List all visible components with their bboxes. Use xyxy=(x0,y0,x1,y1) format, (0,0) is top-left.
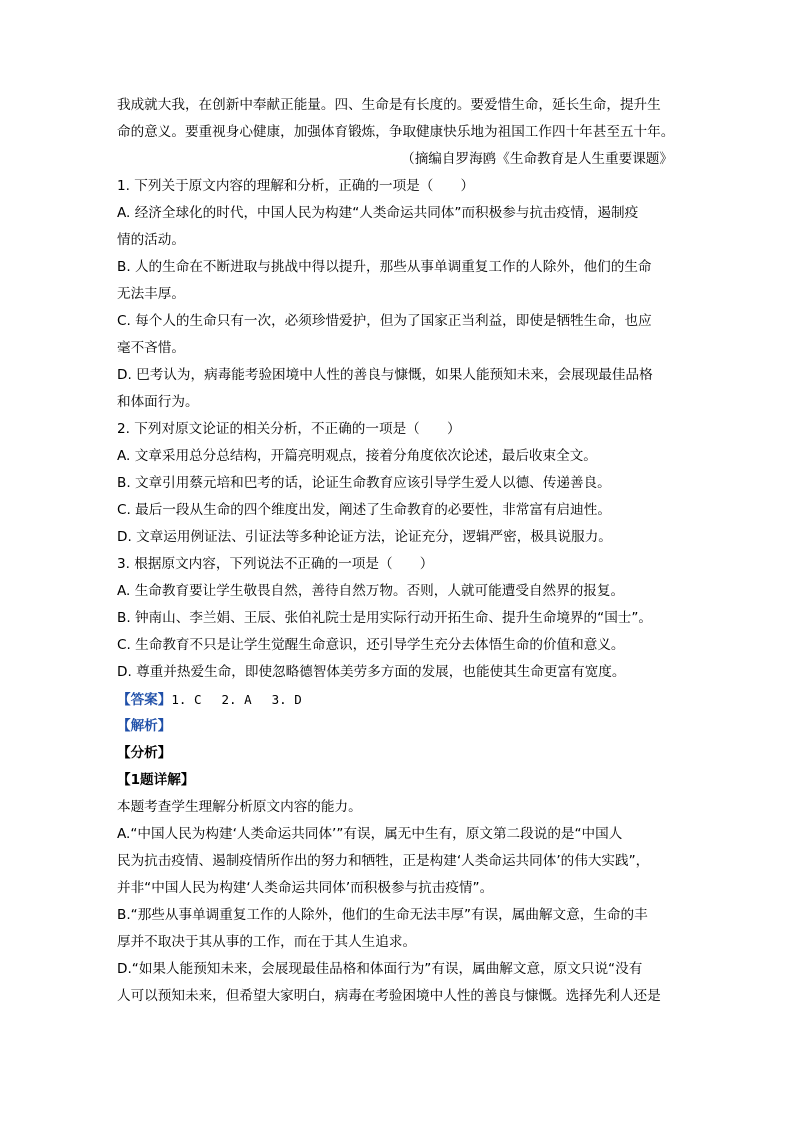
detail-b-line-2: 厚并不取决于其从事的工作，而在于其人生追求。 xyxy=(117,934,417,950)
detail-b-line-1: B.“那些从事单调重复工作的人除外，他们的生命无法丰厚”有误，属曲解文意，生命的丰 xyxy=(117,907,648,923)
q1-option-c-line-1: C. 每个人的生命只有一次，必须珍惜爱护，但为了国家正当利益，即使是牺牲生命，也应 xyxy=(117,313,652,329)
detail-a-line-1: A.“中国人民为构建‘人类命运共同体’”有误，属无中生有，原文第二段说的是“中国人 xyxy=(117,826,623,842)
answer-tag: 【答案】 xyxy=(117,692,172,708)
detail-a-line-2: 民为抗击疫情、遏制疫情所作出的努力和牺牲，正是构建‘人类命运共同体’的伟大实践”， xyxy=(117,853,650,869)
fenxi-heading: 【分析】 xyxy=(117,745,172,761)
question-3-stem: 3. 根据原文内容，下列说法不正确的一项是（ ） xyxy=(117,556,434,572)
answer-line xyxy=(117,686,681,713)
q2-option-c: C. 最后一段从生命的四个维度出发，阐述了生命教育的必要性，非常富有启迪性。 xyxy=(117,502,611,518)
q1-detail-heading: 【1题详解】 xyxy=(117,772,195,788)
q2-option-b: B. 文章引用蔡元培和巴考的话，论证生命教育应该引导学生爱人以德、传递善良。 xyxy=(117,475,611,491)
q1-option-b-line-2: 无法丰厚。 xyxy=(117,286,185,302)
q2-option-a: A. 文章采用总分总结构，开篇亮明观点，接着分角度依次论述，最后收束全文。 xyxy=(117,448,597,464)
detail-intro: 本题考查学生理解分析原文内容的能力。 xyxy=(117,799,362,815)
q1-option-d-line-2: 和体面行为。 xyxy=(117,394,199,410)
q3-option-c: C. 生命教育不只是让学生觉醒生命意识，还引导学生充分去体悟生命的价值和意义。 xyxy=(117,637,625,653)
detail-a-line-3: 并非“中国人民为构建‘人类命运共同体’而积极参与抗击疫情”。 xyxy=(117,880,494,896)
question-1-stem: 1. 下列关于原文内容的理解和分析，正确的一项是（ ） xyxy=(117,178,475,194)
document-page xyxy=(117,92,681,1010)
source-citation: （摘编自罗海鸥《生命教育是人生重要课题》 xyxy=(401,151,673,167)
detail-d-line-2: 人可以预知未来，但希望大家明白，病毒在考验困境中人性的善良与慷慨。选择先利人还是 xyxy=(117,988,661,1004)
analysis-line xyxy=(117,713,681,740)
q1-option-a-line-2: 情的活动。 xyxy=(117,232,185,248)
q1-option-b-line-1: B. 人的生命在不断进取与挑战中得以提升，那些从事单调重复工作的人除外，他们的生命 xyxy=(117,259,652,275)
analysis-tag: 【解析】 xyxy=(117,718,172,734)
q1-option-d-line-1: D. 巴考认为，病毒能考验困境中人性的善良与慷慨，如果人能预知未来，会展现最佳品格 xyxy=(117,367,653,383)
q3-option-d: D. 尊重并热爱生命，即使忽略德智体美劳多方面的发展，也能使其生命更富有宽度。 xyxy=(117,664,626,680)
q3-option-b: B. 钟南山、李兰娟、王辰、张伯礼院士是用实际行动开拓生命、提升生命境界的“国士”。 xyxy=(117,610,653,626)
q1-option-c-line-2: 毫不吝惜。 xyxy=(117,340,185,356)
q3-option-a: A. 生命教育要让学生敬畏自然，善待自然万物。否则，人就可能遭受自然界的报复。 xyxy=(117,583,625,599)
intro-line-2: 命的意义。要重视身心健康，加强体育锻炼，争取健康快乐地为祖国工作四十年甚至五十年。 xyxy=(117,124,675,140)
answer-values: 1. C 2. A 3. D xyxy=(171,692,302,707)
q2-option-d: D. 文章运用例证法、引证法等多种论证方法，论证充分，逻辑严密，极具说服力。 xyxy=(117,529,612,545)
intro-line-1: 我成就大我，在创新中奉献正能量。四、生命是有长度的。要爱惜生命，延长生命，提升生 xyxy=(117,97,661,113)
question-2-stem: 2. 下列对原文论证的相关分析，不正确的一项是（ ） xyxy=(117,421,461,437)
detail-d-line-1: D.“如果人能预知未来，会展现最佳品格和体面行为”有误，属曲解文意，原文只说“没有 xyxy=(117,961,643,977)
q1-option-a-line-1: A. 经济全球化的时代，中国人民为构建“人类命运共同体”而积极参与抗击疫情，遏制疫 xyxy=(117,205,639,221)
